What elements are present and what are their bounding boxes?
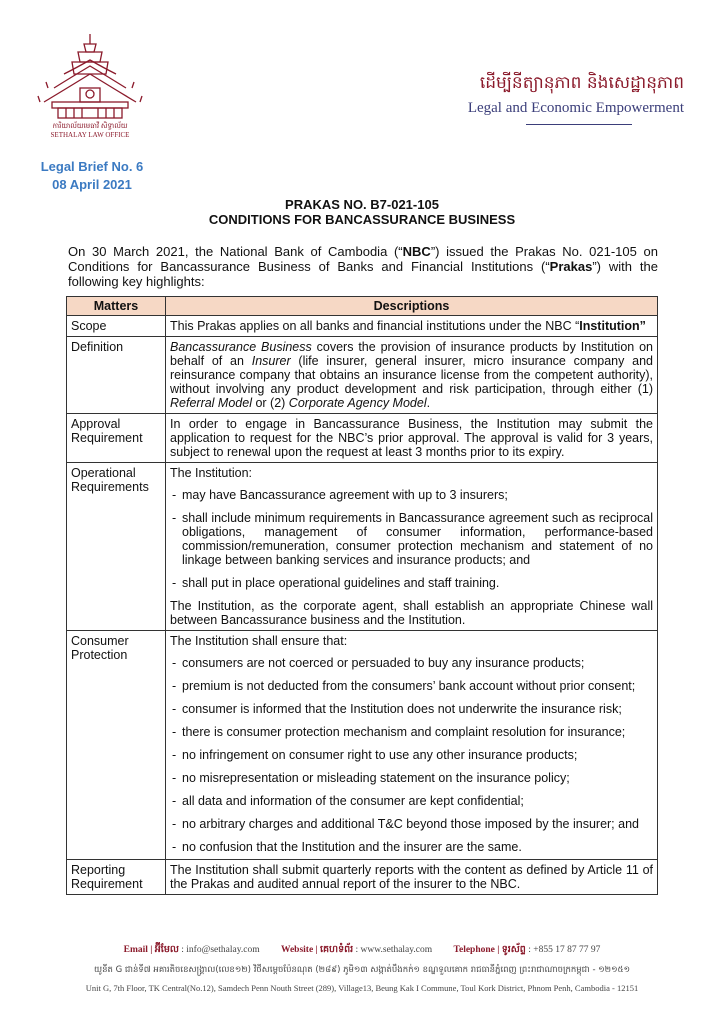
consumer-lead: The Institution shall ensure that: — [170, 634, 348, 648]
table-row-approval — [67, 414, 658, 463]
footer-address-english: Unit G, 7th Floor, TK Central(No.12), Samdech Penn Nouth Street (289), Village13, Beung Kak I Commune, Toul Kork District, Phnom Penh, Cambodia - 12151 — [85, 983, 639, 993]
matter-scope: Scope — [67, 316, 166, 337]
footer-website[interactable]: : www.sethalay.com — [353, 945, 433, 955]
intro-text-1: On 30 March 2021, the National Bank of Cambodia (“ — [68, 244, 403, 259]
def-term-corporate-agency: Corporate Agency Model — [288, 396, 427, 410]
logo-caption-khmer: ការិយាល័យមេធាវី សិទ្ធាល័យ — [52, 122, 128, 130]
document-title — [0, 197, 724, 227]
footer-phone-label: Telephone | ទូរស័ព្ទ — [453, 945, 526, 955]
matter-approval: Approval Requirement — [67, 414, 166, 463]
header-descriptions: Descriptions — [166, 297, 658, 316]
table-header-row — [67, 297, 658, 316]
table-row-operational — [67, 463, 658, 631]
tagline-khmer: ដើម្បីនីត្យានុភាព និងសេដ្ឋានុភាព — [479, 73, 684, 93]
legal-brief-label — [40, 158, 144, 194]
def-term-insurer: Insurer — [251, 354, 291, 368]
matter-consumer: Consumer Protection — [67, 631, 166, 860]
logo-caption-english: SETHALAY LAW OFFICE — [50, 131, 130, 139]
table-row-scope — [67, 316, 658, 337]
matter-operational: Operational Requirements — [67, 463, 166, 631]
footer-website-label: Website | គេហទំព័រ — [280, 945, 354, 955]
logo-caption — [34, 122, 146, 140]
consumer-bullet: - no infringement on consumer right to use any other insurance products; — [170, 748, 653, 762]
consumer-bullet: - consumers are not coerced or persuaded to buy any insurance products; — [170, 656, 653, 670]
matter-definition: Definition — [67, 337, 166, 414]
intro-paragraph — [68, 244, 658, 289]
footer-address-khmer: យូនីត G ជាន់ទី៧ អគារតិចខេសង្រ្គាល(លេខ១២) វិថីសម្តេចប៉ែនណុត (២៨៩) ភូមិ១៣ សង្កាត់បឹងកក់១ ខណ្ឌទួលគោក រាជធានីភ្នំពេញ ព្រះរាជាណាចក្រកម្ពុជា - ១២១៥១ — [94, 965, 630, 975]
scope-text: This Prakas applies on all banks and financial institutions under the NBC “ — [170, 319, 580, 333]
def-term-referral: Referral Model — [170, 396, 252, 410]
intro-nbc: NBC — [402, 244, 431, 259]
footer-contact — [0, 943, 724, 957]
tagline-english: Legal and Economic Empowerment — [467, 100, 684, 116]
brief-date: 08 April 2021 — [52, 177, 132, 192]
tagline-underline — [526, 124, 632, 125]
footer-email[interactable]: : info@sethalay.com — [178, 945, 260, 955]
footer-phone: : +855 17 87 77 97 — [525, 945, 601, 955]
matter-reporting: Reporting Requirement — [67, 860, 166, 895]
highlights-table — [66, 296, 658, 895]
intro-text-2: ”) issued the Prakas No. 021-105 on Conditions for Bancassurance Business of Banks and Financial Institutions (“ — [68, 244, 658, 274]
description-approval: In order to engage in Bancassurance Business, the Institution may submit the application to request for the NBC’s prior approval. The approval is valid for 3 years, subject to renewal upon the request at least 3 months prior to its expiry. — [166, 414, 658, 463]
operational-lead: The Institution: — [170, 466, 252, 480]
description-definition — [166, 337, 658, 414]
consumer-bullet: - no arbitrary charges and additional T&C beyond those imposed by the insurer; and — [170, 817, 653, 831]
table-row-consumer — [67, 631, 658, 860]
scope-institution: Institution” — [579, 319, 646, 333]
consumer-bullet: - there is consumer protection mechanism and complaint resolution for insurance; — [170, 725, 653, 739]
operational-closing: The Institution, as the corporate agent, shall establish an appropriate Chinese wall between Bancassurance business and the Institution. — [170, 599, 653, 627]
def-text-1: covers the provision of insurance products by Institution on behalf of an — [170, 340, 654, 368]
def-text-2: (life insurer, general insurer, micro insurance company and reinsurance company that obtains an insurance license from the competent authority), without involving any product development and risk participation, through either (1) — [170, 354, 653, 396]
brief-number: Legal Brief No. 6 — [40, 159, 144, 174]
intro-prakas: Prakas — [549, 259, 593, 274]
def-text-3: or (2) — [251, 396, 289, 410]
title-line-1: PRAKAS NO. B7-021-105 — [285, 197, 439, 212]
title-line-2: CONDITIONS FOR BANCASSURANCE BUSINESS — [208, 212, 516, 227]
consumer-bullet: - premium is not deducted from the consumers’ bank account without prior consent; — [170, 679, 653, 693]
consumer-bullet: - all data and information of the consumer are kept confidential; — [170, 794, 653, 808]
consumer-bullet: - consumer is informed that the Institution does not underwrite the insurance risk; — [170, 702, 653, 716]
description-consumer — [166, 631, 658, 860]
operational-bullet: - shall include minimum requirements in Bancassurance agreement such as reciprocal obligations, management of consumer information, performance-based commission/remuneration, consumer protection mechanism and statement of no linkage between banking services and insurance products; and — [170, 511, 653, 567]
intro-text-3: ”) with the following key highlights: — [68, 259, 659, 289]
consumer-bullet: - no confusion that the Institution and the insurer are the same. — [170, 840, 653, 854]
header-matters: Matters — [67, 297, 166, 316]
operational-bullet: - shall put in place operational guidelines and staff training. — [170, 576, 653, 590]
description-scope — [166, 316, 658, 337]
footer-email-label: Email | អ៊ីមែល — [123, 945, 179, 955]
table-row-reporting — [67, 860, 658, 895]
consumer-bullet: - no misrepresentation or misleading statement on the insurance policy; — [170, 771, 653, 785]
table-row-definition — [67, 337, 658, 414]
def-term-bancassurance: Bancassurance Business — [170, 340, 312, 354]
operational-bullet: - may have Bancassurance agreement with up to 3 insurers; — [170, 488, 653, 502]
description-operational — [166, 463, 658, 631]
def-text-4: . — [426, 396, 431, 410]
description-reporting: The Institution shall submit quarterly reports with the content as defined by Article 11 of the Prakas and audited annual report of the insurer to the NBC. — [166, 860, 658, 895]
